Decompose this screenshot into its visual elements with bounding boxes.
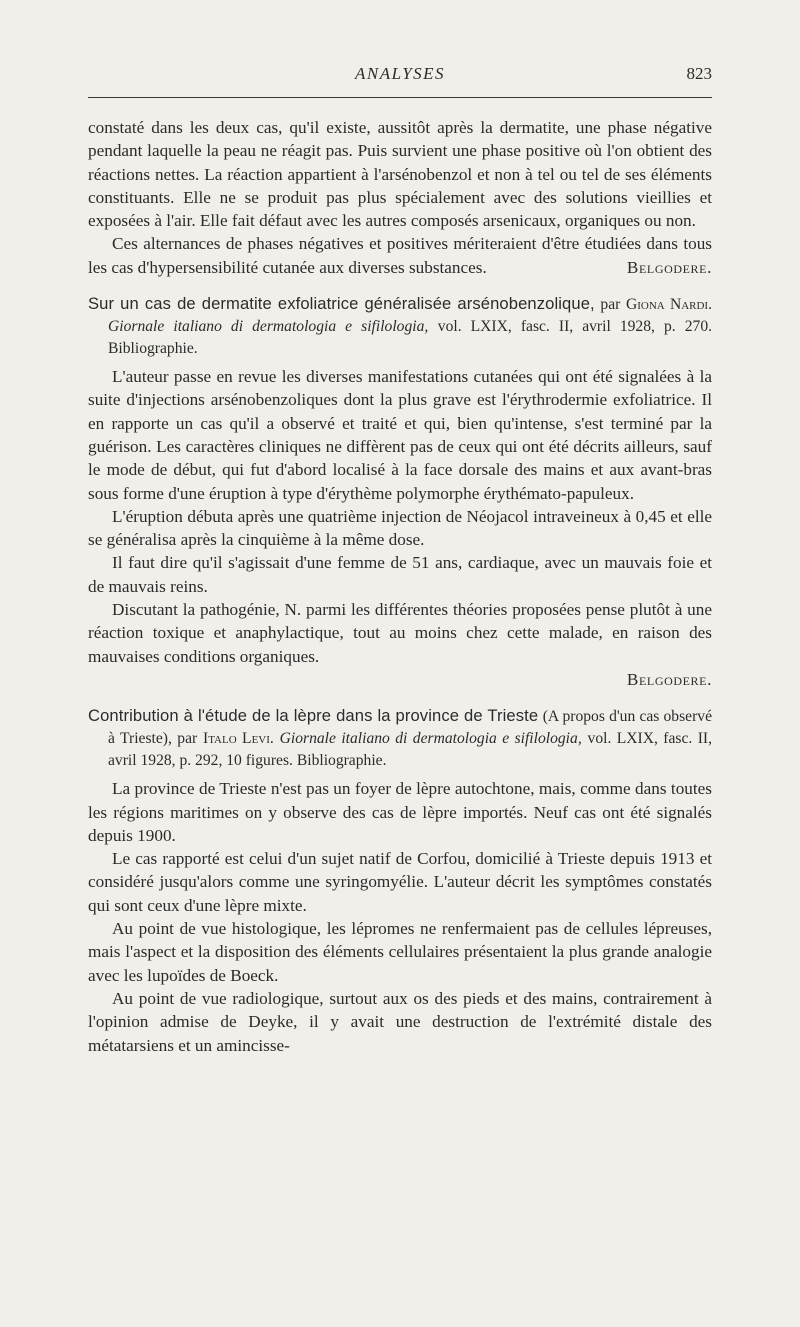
journal-name: Giornale italiano di dermatologia e sifilologia, bbox=[108, 318, 429, 336]
paragraph: constaté dans les deux cas, qu'il existe, aussitôt après la dermatite, une phase négative pendant laquelle la peau ne réagit pas. Puis survient une phase positive où l'on obtient des réactions nettes. La réaction appartient à l'arsénobenzol et non à tel ou tel de ses éléments constituants. Elle ne se produit pas plus spécialement avec des solutions vieillies et exposées à l'air. Elle fait défaut avec les autres composés arsenicaux, organiques ou non. bbox=[88, 118, 712, 231]
journal-page bbox=[88, 64, 712, 1057]
signature: Belgodere. bbox=[626, 669, 712, 689]
page-header bbox=[88, 64, 712, 96]
reference-details: vol. LXIX, fasc. II, avril 1928, p. 292, 10 figures. Bibliographie. bbox=[108, 730, 713, 770]
reference-details: vol. LXIX, fasc. II, avril 1928, p. 270. Bibliographie. bbox=[108, 318, 713, 358]
article-title: Sur un cas de dermatite exfoliatrice généralisée arsénobenzolique, bbox=[88, 294, 595, 314]
author-name: Giona Nardi. bbox=[625, 296, 712, 314]
signature: Belgodere. bbox=[626, 257, 712, 277]
paragraph: L'éruption débuta après une quatrième injection de Néojacol intraveineux à 0,45 et elle se généralisa après la cinquième à la même dose. bbox=[88, 506, 712, 550]
reference-head: (A propos d'un cas observé à Trieste), par bbox=[108, 708, 713, 748]
paragraph: L'auteur passe en revue les diverses manifestations cutanées qui ont été signalées à la suite d'injections arsénobenzoliques dont la plus grave est l'érythrodermie exfoliatrice. Il en rapporte un cas qu'il a observé et traité et qui, bien qu'intense, s'est terminé par la guérison. Les caractères cliniques ne diffèrent pas de ceux qui ont été décrits ailleurs, sauf le mode de début, qui fut d'abord localisé à la face dorsale des mains et aux avant-bras sous forme d'une éruption à type d'érythème polymorphe érythémato-papuleux. bbox=[88, 367, 712, 503]
page-number: 823 bbox=[686, 64, 712, 83]
paragraph: Ces alternances de phases négatives et positives mériteraient d'être étudiées dans tous les cas d'hypersensibilité cutanée aux diverses substances. bbox=[88, 234, 712, 277]
article-heading bbox=[88, 293, 712, 359]
author-name: Italo Levi. bbox=[203, 730, 274, 748]
article-heading bbox=[88, 705, 712, 771]
header-rule bbox=[88, 97, 712, 98]
paragraph: La province de Trieste n'est pas un foyer de lèpre autochtone, mais, comme dans toutes les régions maritimes on y observe des cas de lèpre importés. Neuf cas ont été signalés depuis 1900. bbox=[88, 779, 712, 845]
paragraph: Le cas rapporté est celui d'un sujet natif de Corfou, domicilié à Trieste depuis 1913 et considéré jusqu'alors comme une syringomyélie. L'auteur décrit les symptômes constatés qui sont ceux d'une lèpre mixte. bbox=[88, 849, 712, 915]
journal-name: Giornale italiano di dermatologia e sifilologia, bbox=[279, 730, 582, 748]
page-body bbox=[88, 116, 712, 1057]
article-title: Contribution à l'étude de la lèpre dans la province de Trieste bbox=[88, 706, 539, 726]
reference-par: par bbox=[600, 296, 621, 314]
paragraph: Discutant la pathogénie, N. parmi les différentes théories proposées pense plutôt à une réaction toxique et anaphylactique, tout au moins chez cette malade, en raison des mauvaises conditions organiques. bbox=[88, 600, 712, 666]
paragraph: Il faut dire qu'il s'agissait d'une femme de 51 ans, cardiaque, avec un mauvais foie et de mauvais reins. bbox=[88, 553, 712, 596]
paragraph: Au point de vue radiologique, surtout aux os des pieds et des mains, contrairement à l'opinion admise de Deyke, il y avait une destruction de l'extrémité distale des métatarsiens et un amincisse- bbox=[88, 988, 712, 1055]
paragraph: Au point de vue histologique, les lépromes ne renfermaient pas de cellules lépreuses, mais l'aspect et la disposition des éléments cellulaires présentaient la plus grande analogie avec les lupoïdes de Boeck. bbox=[88, 919, 712, 985]
running-title: ANALYSES bbox=[354, 64, 446, 83]
